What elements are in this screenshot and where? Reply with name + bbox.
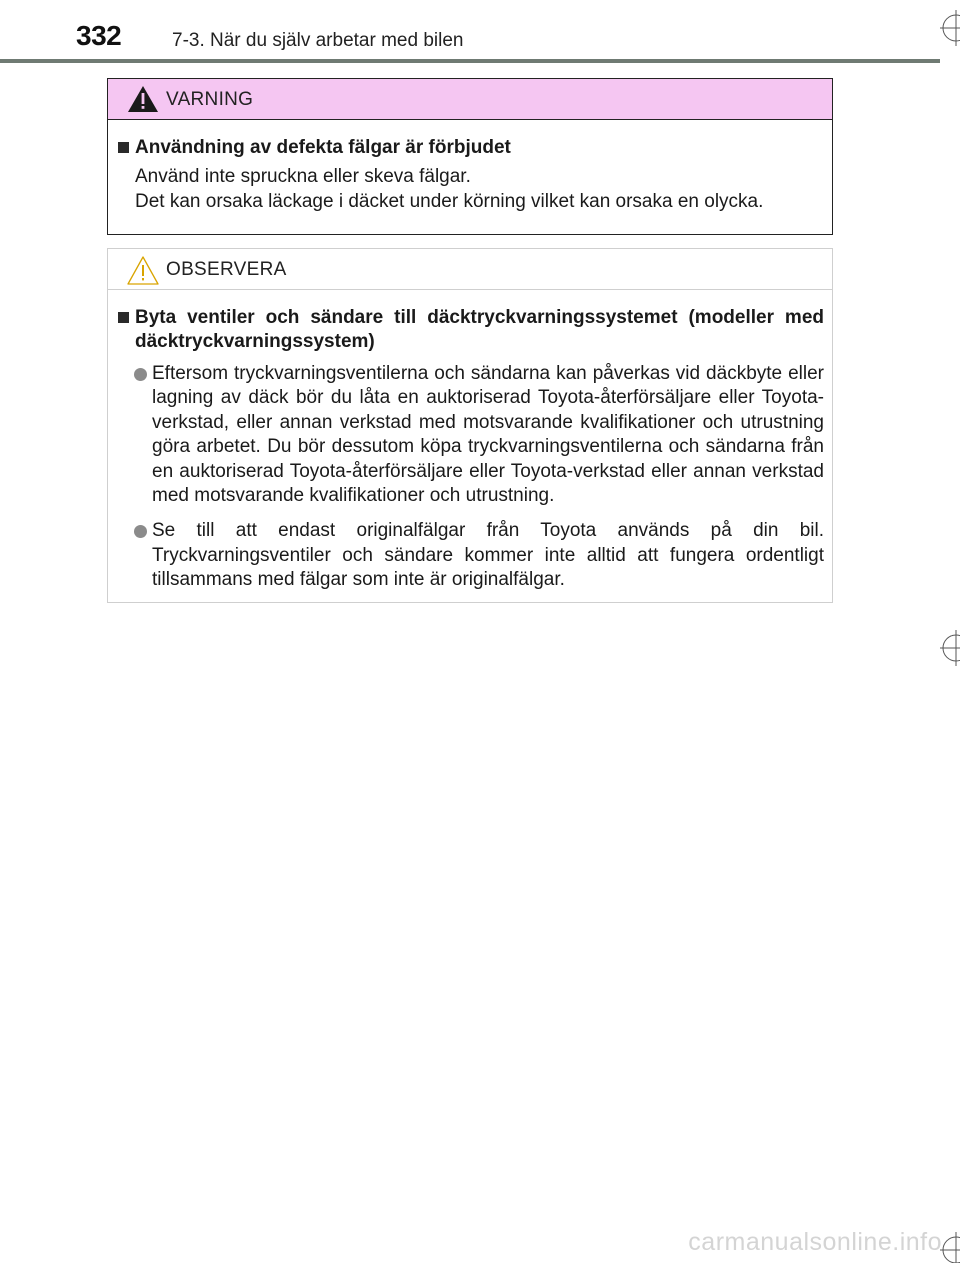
notice-bullet-text: Se till att endast originalfälgar från Toyota används på din bil. Tryckvarningsventiler och sändare kommer inte alltid att fungera ordentligt tillsammans med fälgar som inte är originalfälgar.	[152, 520, 824, 591]
notice-bullet	[134, 519, 824, 592]
page-number: 332	[76, 20, 122, 51]
caution-triangle-icon	[127, 255, 159, 285]
watermark: carmanualsonline.info	[688, 1228, 942, 1256]
notice-item	[118, 306, 824, 354]
warning-item	[118, 136, 824, 160]
warning-box	[107, 78, 833, 235]
notice-heading: Byta ventiler och sändare till däcktryckvarningssystemet (modeller med däcktryckvarningssystem)	[135, 307, 824, 352]
warning-label: VARNING	[166, 89, 254, 110]
notice-bullet	[134, 362, 824, 508]
warning-triangle-icon	[127, 85, 159, 113]
notice-body	[108, 290, 832, 593]
round-bullet-icon	[134, 368, 147, 381]
warning-body	[108, 120, 832, 214]
warning-line: Använd inte spruckna eller skeva fälgar.	[135, 166, 471, 187]
notice-box	[107, 248, 833, 603]
round-bullet-icon	[134, 525, 147, 538]
warning-header	[108, 79, 832, 120]
warning-heading: Användning av defekta fälgar är förbjudet	[135, 137, 511, 158]
square-bullet-icon	[118, 142, 129, 153]
crop-mark-icon	[938, 10, 960, 46]
crop-mark-icon	[938, 630, 960, 666]
warning-text	[135, 164, 824, 214]
notice-header	[108, 249, 832, 290]
notice-bullet-text: Eftersom tryckvarningsventilerna och sändarna kan påverkas vid däckbyte eller lagning av däck bör du låta en auktoriserad Toyota-återförsäljare eller Toyota-verkstad, eller annan verkstad med motsvarande kvalifikationer och utrustning göra arbetet. Du bör dessutom köpa tryckvarningsventilerna och sändarna från en auktoriserad Toyota-återförsäljare eller Toyota-verkstad eller annan verkstad med motsvarande kvalifikationer och utrustning.	[152, 363, 824, 507]
warning-line: Det kan orsaka läckage i däcket under körning vilket kan orsaka en olycka.	[135, 191, 764, 212]
section-title: 7-3. När du själv arbetar med bilen	[172, 30, 464, 51]
square-bullet-icon	[118, 312, 129, 323]
notice-label: OBSERVERA	[166, 259, 287, 280]
header-rule	[0, 59, 940, 63]
